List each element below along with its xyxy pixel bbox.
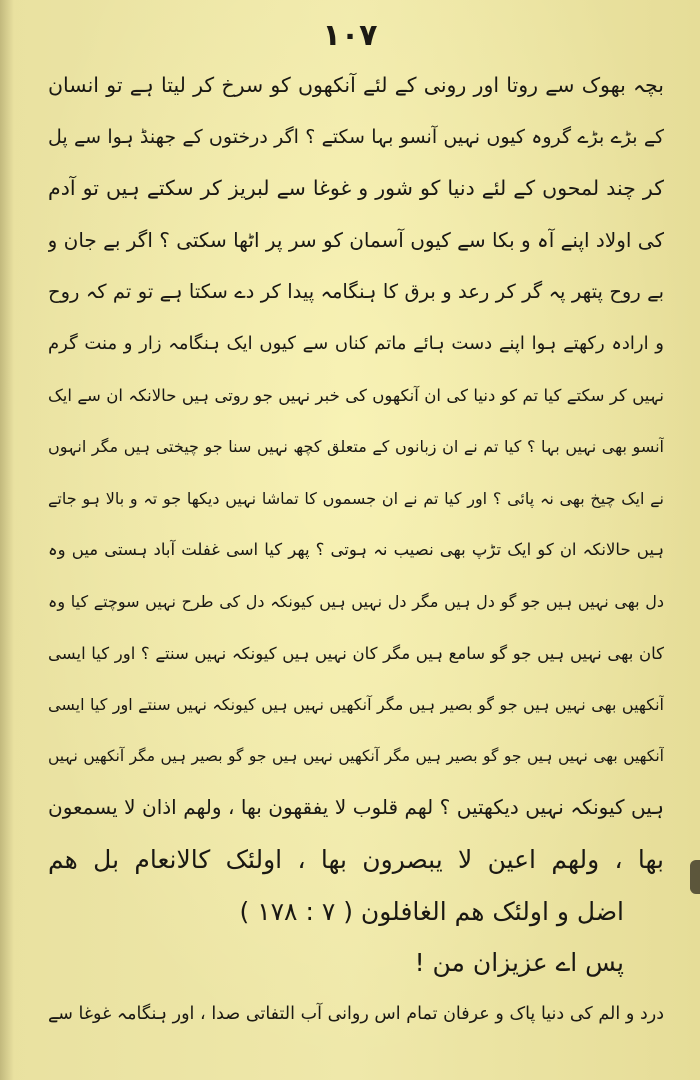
text-line: آنکھیں بھی نہیں ہیں جو گو بصیر ہیں مگر آنکھیں نہیں ہیں کیونکہ نہیں سنتے اور کیا ایسی [48,695,664,715]
text-line: درد و الم کی دنیا پاک و عرفان تمام اس روانی آب التفاتی صدا ، اور ہنگامہ غوغا سے [48,1003,664,1024]
text-line: ہیں کیونکہ نہیں دیکھتیں ؟ لھم قلوب لا یفقھون بھا ، ولھم اذان لا یسمعون [48,795,664,820]
text-line: کر چند لمحوں کے لئے دنیا کو شور و غوغا سے لبریز کر سکتے ہیں تو آدم [48,176,664,201]
text-line: آنسو بھی نہیں بہا ؟ کیا تم نے ان زبانوں کے متعلق کچھ نہیں سنا جو چیختی ہیں مگر انہوں [48,437,664,457]
text-line: کی اولاد اپنے آہ و بکا سے کیوں آسمان کو سر پر اٹھا سکتی ؟ اگر بے جان و [48,227,664,252]
text-line: دل بھی نہیں ہیں جو گو دل ہیں مگر دل نہیں ہیں کیونکہ دل کی طرح نہیں سوچتے کیا وہ [48,591,664,611]
address-line: پس اے عزیزان من ! [414,948,624,978]
text-line: نے ایک چیخ بھی نہ پائی ؟ اور کیا تم نے ان جسموں کا تماشا نہیں دیکھا جو تہ و بالا ہو جاتے [48,488,664,508]
text-line: ہیں حالانکہ ان کو ایک تڑپ بھی نصیب نہ ہوتی ؟ پھر کیا اسی غفلت آباد ہستی میں وہ [48,540,664,560]
text-line: آنکھیں بھی نہیں ہیں جو گو بصیر ہیں مگر آنکھیں نہیں ہیں جو گو بصیر ہیں مگر آنکھیں نہیں [48,746,664,765]
page-edge-tab [690,860,700,894]
page-number: ۱۰۷ [322,18,378,53]
text-line: و ارادہ رکھتے ہوا اپنے دست ہائے ماتم کناں سے کیوں ایک ہنگامہ زار و منت گرم [48,332,664,354]
text-line: کے بڑے بڑے گروہ کیوں نہیں آنسو بہا سکتے ؟ اگر درختوں کے جھنڈ ہوا سے پل [48,125,664,148]
text-line: کان بھی نہیں ہیں جو گو سامع ہیں مگر کان نہیں ہیں کیونکہ نہیں سنتے ؟ اور کیا ایسی [48,643,664,663]
text-line: بچہ بھوک سے روتا اور رونی کے لئے آنکھوں کو سرخ کر لیتا ہے تو انسان [48,73,664,97]
text-line: نہیں کر سکتے کیا تم کو دنیا کی ان آنکھوں کی خبر نہیں جو روتی ہیں حالانکہ ان سے ایک [48,385,664,405]
page-gutter-shadow [0,0,14,1080]
text-line: بے روح پتھر پہ گر کر رعد و برق کا ہنگامہ پیدا کر دے سکتا ہے تو تم کہ روح [48,280,664,304]
text-line: بھا ، ولھم اعین لا یبصرون بھا ، اولئک کالانعام بل ھم [48,844,664,874]
quran-reference-line: اضل و اولئک ھم الغافلون ( ۷ : ۱۷۸ ) [239,896,624,926]
urdu-text-body [48,60,664,1040]
